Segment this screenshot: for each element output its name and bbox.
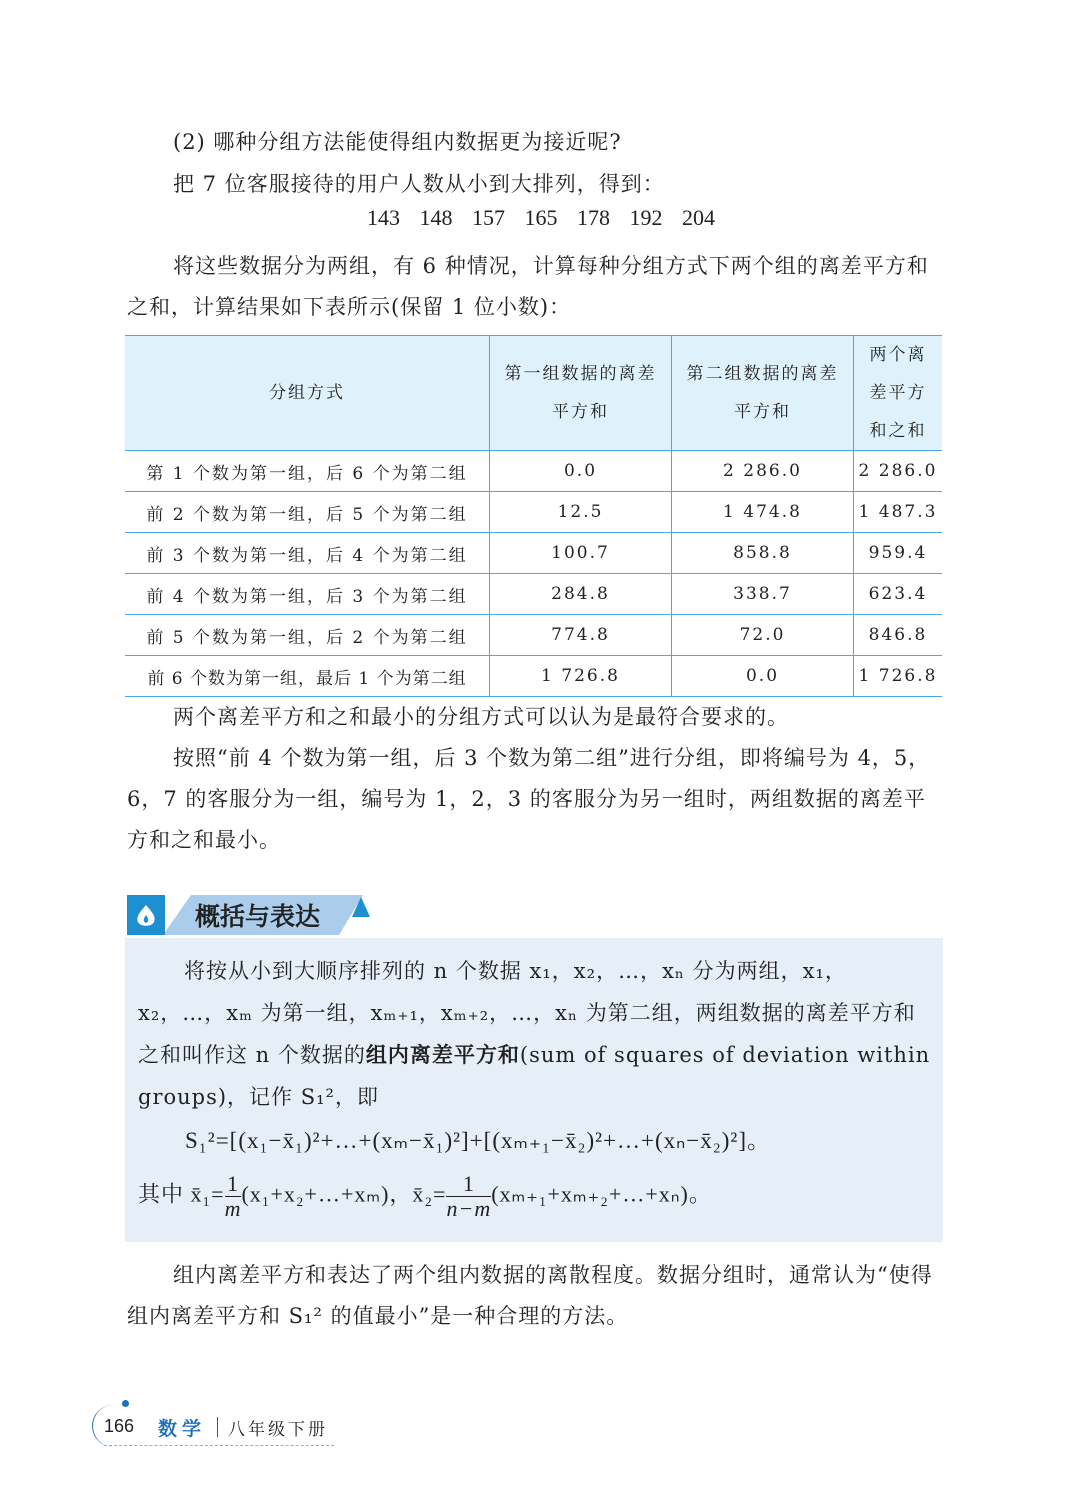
table-cell: 284.8 xyxy=(490,574,672,615)
table-row xyxy=(125,451,942,492)
table-cell: 前 2 个数为第一组，后 5 个为第二组 xyxy=(125,492,490,533)
dashed-line xyxy=(104,1445,334,1446)
question-2: (2) 哪种分组方法能使得组内数据更为接近呢? xyxy=(173,130,622,154)
table-cell: 72.0 xyxy=(672,615,854,656)
table-cell: 858.8 xyxy=(672,533,854,574)
table-cell: 前 6 个数为第一组，最后 1 个为第二组 xyxy=(125,656,490,697)
table-cell: 前 3 个数为第一组，后 4 个为第二组 xyxy=(125,533,490,574)
triangle-decoration xyxy=(352,897,370,917)
table-cell: 0.0 xyxy=(490,451,672,492)
mean2-text: (xₘ₊₁+xₘ₊₂+…+xₙ)。 xyxy=(491,1181,712,1207)
sort-text: 把 7 位客服接待的用户人数从小到大排列，得到： xyxy=(173,172,665,196)
table-intro: 将这些数据分为两组，有 6 种情况，计算每种分组方式下两个组的离差平方和之和，计算结果如下表所示(保留 1 位小数)： xyxy=(127,254,929,319)
fraction-1-over-n-m xyxy=(446,1172,491,1221)
formula-s1: S₁²=[(x₁−x̄₁)²+…+(xₘ−x̄₁)²]+[(xₘ₊₁−x̄₂)²+…+(xₙ−x̄₂)²]。 xyxy=(185,1128,771,1153)
header-cell: 两个离差平方和之和 xyxy=(854,336,943,451)
summary-definition xyxy=(138,950,932,1118)
numerator: 1 xyxy=(462,1171,475,1196)
table-row xyxy=(125,533,942,574)
header-cell: 第一组数据的离差平方和 xyxy=(490,336,672,451)
sorted-numbers: 143 148 157 165 178 192 204 xyxy=(367,205,715,230)
page-footer xyxy=(92,1400,502,1450)
table-cell: 1 726.8 xyxy=(854,656,943,697)
table-row xyxy=(125,574,942,615)
book-label: 八年级下册 xyxy=(228,1420,328,1440)
table-cell: 前 4 个数为第一组，后 3 个为第二组 xyxy=(125,574,490,615)
table-row xyxy=(125,656,942,697)
table-cell: 846.8 xyxy=(854,615,943,656)
table-cell: 338.7 xyxy=(672,574,854,615)
summary-heading xyxy=(127,895,367,935)
fraction-1-over-m xyxy=(225,1172,242,1221)
mean1-text: (x₁+x₂+…+xₘ)，x̄₂= xyxy=(241,1181,447,1207)
table-cell: 12.5 xyxy=(490,492,672,533)
where-text: 其中 x̄₁= xyxy=(138,1181,225,1207)
table-cell: 1 726.8 xyxy=(490,656,672,697)
table-row xyxy=(125,492,942,533)
denominator: m xyxy=(224,1196,242,1221)
table-cell: 1 487.3 xyxy=(854,492,943,533)
table-cell: 959.4 xyxy=(854,533,943,574)
table-cell: 2 286.0 xyxy=(854,451,943,492)
page-number: 166 xyxy=(104,1416,135,1436)
denominator: n−m xyxy=(446,1196,492,1221)
dot-decoration xyxy=(122,1400,129,1407)
header-cell: 分组方式 xyxy=(125,336,490,451)
table-cell: 0.0 xyxy=(672,656,854,697)
header-cell: 第二组数据的离差平方和 xyxy=(672,336,854,451)
definition-term: 组内离差平方和 xyxy=(365,1042,520,1067)
definition-text: 将按从小到大顺序排列的 n 个数据 x₁，x₂，…，xₙ 分为两组，x₁，x₂，…，xₘ 为第一组，xₘ₊₁，xₘ₊₂，…，xₙ 为第二组，两组数据的离差平方和之和叫作这 n 个数据的 xyxy=(138,959,916,1067)
deviation-table xyxy=(125,335,942,697)
table-cell: 前 5 个数为第一组，后 2 个为第二组 xyxy=(125,615,490,656)
conclusion-2: 按照“前 4 个数为第一组，后 3 个数为第二组”进行分组，即将编号为 4，5，6，7 的客服分为一组，编号为 1，2，3 的客服分为另一组时，两组数据的离差平方和之和最小。 xyxy=(127,746,931,852)
table-header-row xyxy=(125,336,942,451)
table-row xyxy=(125,615,942,656)
numerator: 1 xyxy=(227,1171,240,1196)
table-cell: 623.4 xyxy=(854,574,943,615)
table-cell: 1 474.8 xyxy=(672,492,854,533)
definition-text-2: (sum of squares of deviation within groups)，记作 S₁²，即 xyxy=(138,1043,931,1109)
closing-text: 组内离差平方和表达了两个组内数据的离散程度。数据分组时，通常认为“使得组内离差平方和 S₁² 的值最小”是一种合理的方法。 xyxy=(127,1263,933,1328)
table-cell: 100.7 xyxy=(490,533,672,574)
table-cell: 2 286.0 xyxy=(672,451,854,492)
summary-title: 概括与表达 xyxy=(195,902,321,931)
conclusion-1: 两个离差平方和之和最小的分组方式可以认为是最符合要求的。 xyxy=(173,705,789,729)
divider xyxy=(217,1417,218,1437)
mean-formulas xyxy=(138,1172,932,1221)
table-cell: 774.8 xyxy=(490,615,672,656)
table-cell: 第 1 个数为第一组，后 6 个为第二组 xyxy=(125,451,490,492)
subject-label: 数学 xyxy=(158,1418,207,1440)
flame-icon xyxy=(127,895,165,935)
